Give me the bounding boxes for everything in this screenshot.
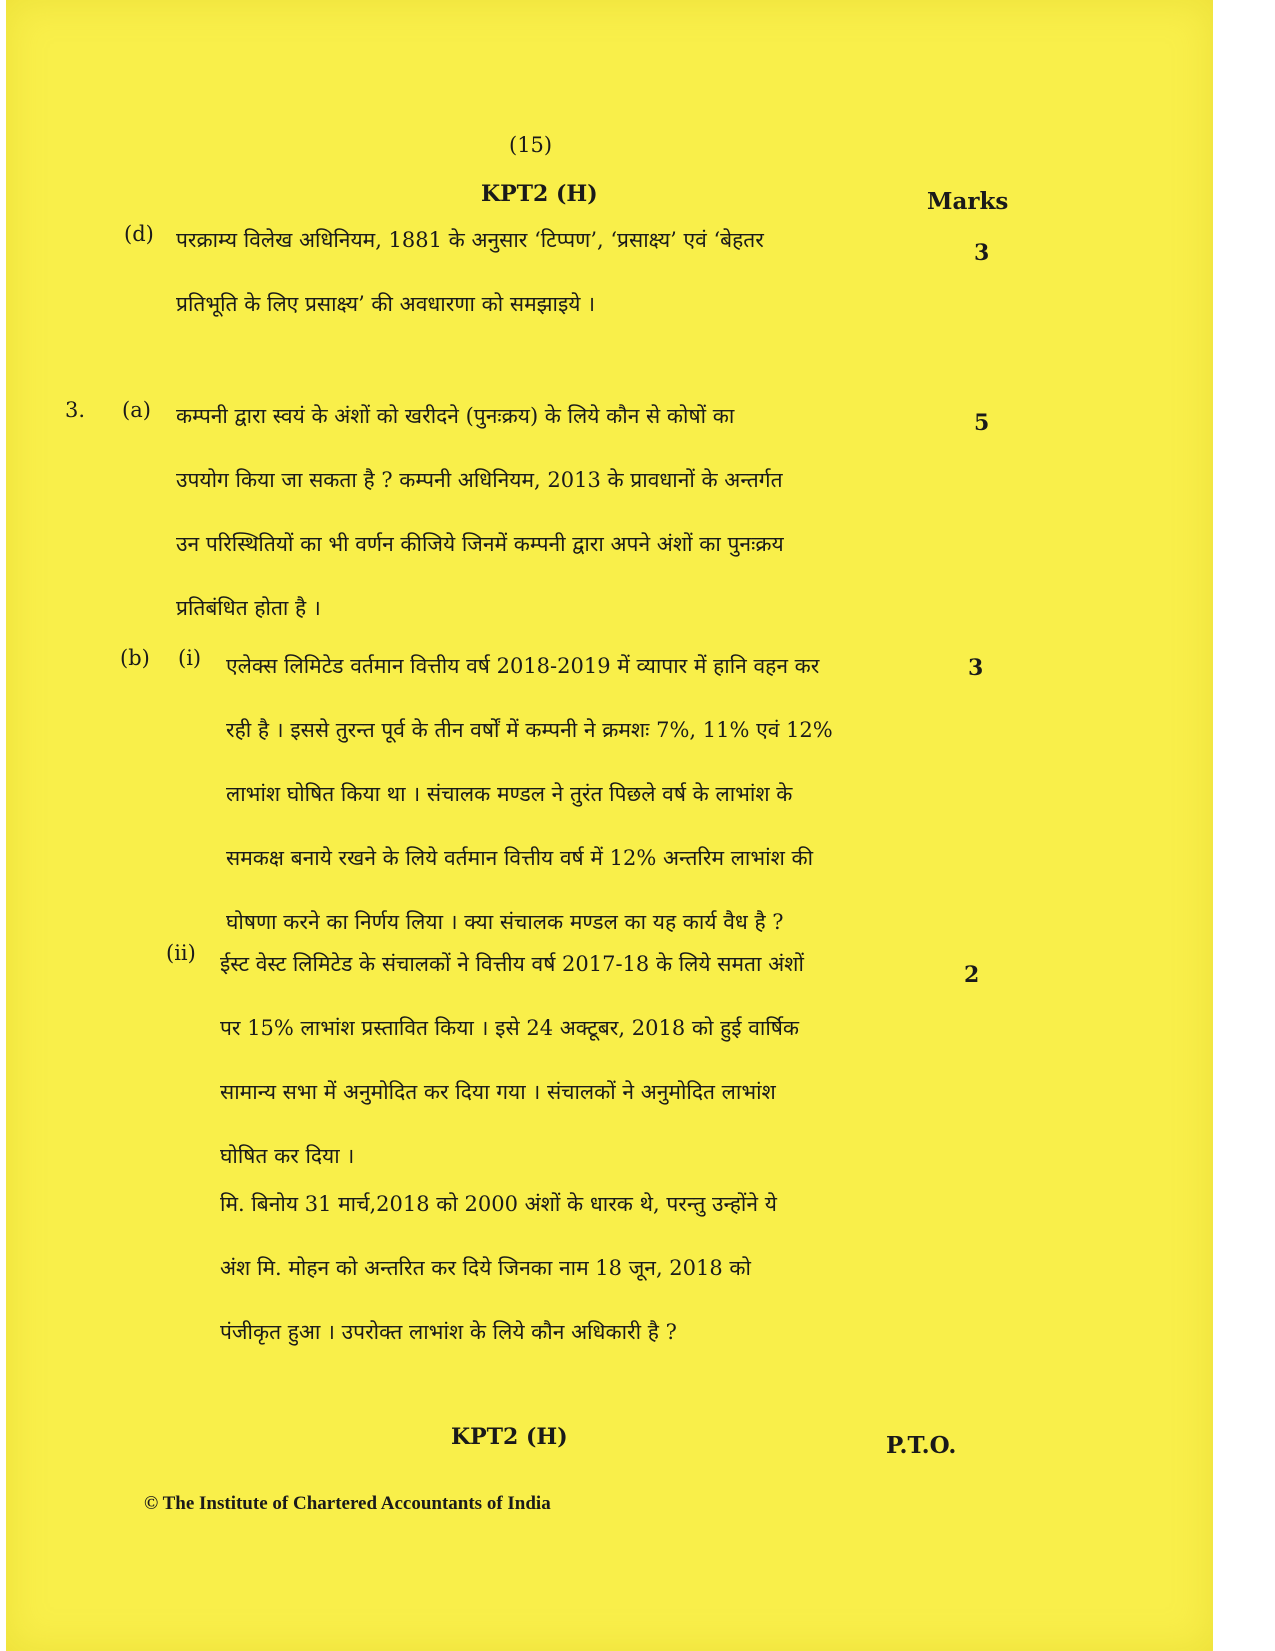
text-line: पंजीकृत हुआ । उपरोक्त लाभांश के लिये कौन अधिकारी है ? xyxy=(220,1320,677,1344)
q2d-marks: 3 xyxy=(974,240,990,266)
text-line: ईस्ट वेस्ट लिमिटेड के संचालकों ने वित्तीय वर्ष 2017-18 के लिये समता अंशों xyxy=(220,952,804,976)
paper-code-header: KPT2 (H) xyxy=(481,181,598,207)
q3b-ii-case-text xyxy=(220,1172,777,1364)
q3a-marks: 5 xyxy=(974,410,990,436)
text-line: कम्पनी द्वारा स्वयं के अंशों को खरीदने (पुनःक्रय) के लिये कौन से कोषों का xyxy=(176,404,735,428)
text-line: मि. बिनोय 31 मार्च,2018 को 2000 अंशों के धारक थे, परन्तु उन्होंने ये xyxy=(220,1192,777,1216)
q2d-text xyxy=(176,208,764,336)
paper-code-footer: KPT2 (H) xyxy=(451,1424,568,1450)
q3b-i-marks: 3 xyxy=(968,655,984,681)
text-line: सामान्य सभा में अनुमोदित कर दिया गया । संचालकों ने अनुमोदित लाभांश xyxy=(220,1080,776,1104)
text-line: पर 15% लाभांश प्रस्तावित किया । इसे 24 अक्टूबर, 2018 को हुई वार्षिक xyxy=(220,1016,800,1040)
text-line: लाभांश घोषित किया था । संचालक मण्डल ने तुरंत पिछले वर्ष के लाभांश के xyxy=(226,782,793,806)
text-line: अंश मि. मोहन को अन्तरित कर दिये जिनका नाम 18 जून, 2018 को xyxy=(220,1256,751,1280)
q3b-label: (b) xyxy=(120,646,150,670)
text-line: घोषित कर दिया । xyxy=(220,1144,355,1168)
pto-label: P.T.O. xyxy=(886,1432,957,1459)
text-line: प्रतिभूति के लिए प्रसाक्ष्य’ की अवधारणा को समझाइये । xyxy=(176,292,596,316)
q3a-text xyxy=(176,384,784,640)
text-line: घोषणा करने का निर्णय लिया । क्या संचालक मण्डल का यह कार्य वैध है ? xyxy=(226,910,784,934)
exam-page xyxy=(6,0,1213,1651)
text-line: समकक्ष बनाये रखने के लिये वर्तमान वित्तीय वर्ष में 12% अन्तरिम लाभांश की xyxy=(226,846,814,870)
copyright-notice: © The Institute of Chartered Accountants of India xyxy=(144,1493,551,1514)
text-line: उन परिस्थितियों का भी वर्णन कीजिये जिनमें कम्पनी द्वारा अपने अंशों का पुनःक्रय xyxy=(176,532,784,556)
q3b-ii-marks: 2 xyxy=(964,962,980,988)
q3-number: 3. xyxy=(65,398,86,422)
q2d-label: (d) xyxy=(124,222,154,246)
q3b-ii-text xyxy=(220,932,804,1188)
q3b-i-text xyxy=(226,634,833,954)
text-line: परक्राम्य विलेख अधिनियम, 1881 के अनुसार ‘टिप्पण’, ‘प्रसाक्ष्य’ एवं ‘बेहतर xyxy=(176,228,764,252)
marks-heading: Marks xyxy=(927,188,1009,215)
q3b-ii-label: (ii) xyxy=(166,941,196,965)
text-line: उपयोग किया जा सकता है ? कम्पनी अधिनियम, 2013 के प्रावधानों के अन्तर्गत xyxy=(176,468,783,492)
q3a-label: (a) xyxy=(122,398,151,422)
page-number: (15) xyxy=(509,133,553,157)
text-line: प्रतिबंधित होता है । xyxy=(176,596,321,620)
text-line: एलेक्स लिमिटेड वर्तमान वित्तीय वर्ष 2018-2019 में व्यापार में हानि वहन कर xyxy=(226,654,820,678)
text-line: रही है । इससे तुरन्त पूर्व के तीन वर्षों में कम्पनी ने क्रमशः 7%, 11% एवं 12% xyxy=(226,718,833,742)
q3b-i-label: (i) xyxy=(178,646,202,670)
